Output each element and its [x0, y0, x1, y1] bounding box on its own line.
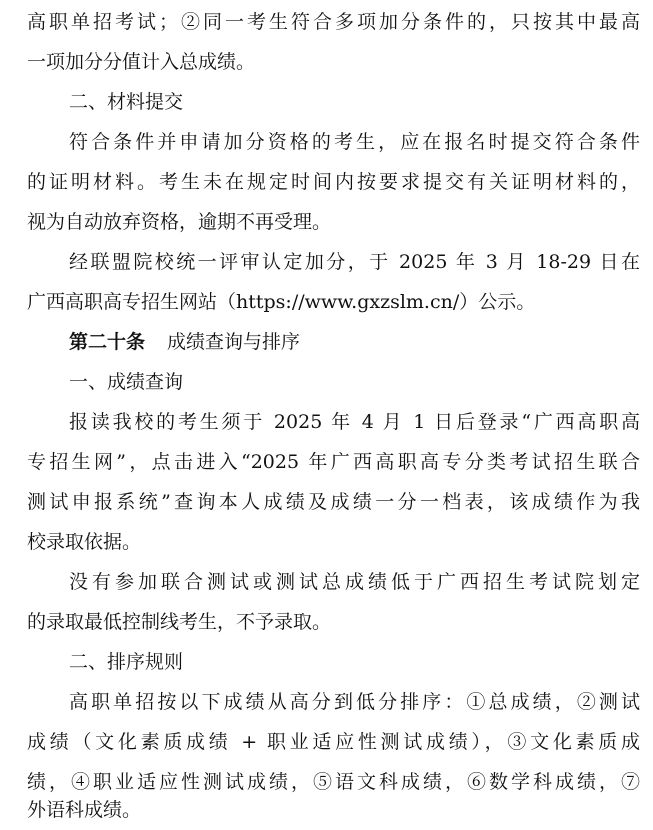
text-line: 专招生网”，点击进入“2025 年广西高职高专分类考试招生联合 — [27, 451, 640, 473]
text-line: 视为自动放弃资格，逾期不再受理。 — [27, 211, 332, 233]
text-line: 没有参加联合测试或测试总成绩低于广西招生考试院划定 — [69, 571, 640, 593]
text-line: 的证明材料。考生未在规定时间内按要求提交有关证明材料的， — [27, 171, 640, 193]
article-label: 第二十条 — [69, 331, 146, 353]
text-line: 经联盟院校统一评审认定加分，于 2025 年 3 月 18-29 日在 — [69, 251, 640, 273]
section-heading: 二、排序规则 — [69, 651, 184, 673]
text-line: 绩，④职业适应性测试成绩，⑤语文科成绩，⑥数学科成绩，⑦ — [27, 771, 640, 793]
text-line: 测试申报系统”查询本人成绩及成绩一分一档表，该成绩作为我 — [27, 491, 640, 513]
text-line: 符合条件并申请加分资格的考生，应在报名时提交符合条件 — [69, 131, 640, 153]
section-heading: 一、成绩查询 — [69, 371, 184, 393]
article-heading — [0, 322, 653, 362]
text-line: 高职单招考试；②同一考生符合多项加分条件的，只按其中最高 — [27, 11, 640, 33]
text-line: 校录取依据。 — [27, 531, 142, 553]
text-line: 高职单招按以下成绩从高分到低分排序：①总成绩，②测试 — [69, 691, 640, 713]
text-line: 一项加分分值计入总成绩。 — [27, 51, 256, 73]
text-line: 报读我校的考生须于 2025 年 4 月 1 日后登录“广西高职高 — [69, 411, 640, 433]
text-line: 广西高职高专招生网站（https://www.gxzslm.cn/）公示。 — [27, 291, 536, 313]
section-heading: 二、材料提交 — [69, 91, 184, 113]
article-title: 成绩查询与排序 — [167, 331, 301, 353]
text-line: 外语科成绩。 — [27, 799, 142, 821]
text-line: 成绩（文化素质成绩 + 职业适应性测试成绩），③文化素质成 — [27, 731, 640, 753]
text-line: 的录取最低控制线考生，不予录取。 — [27, 611, 332, 633]
